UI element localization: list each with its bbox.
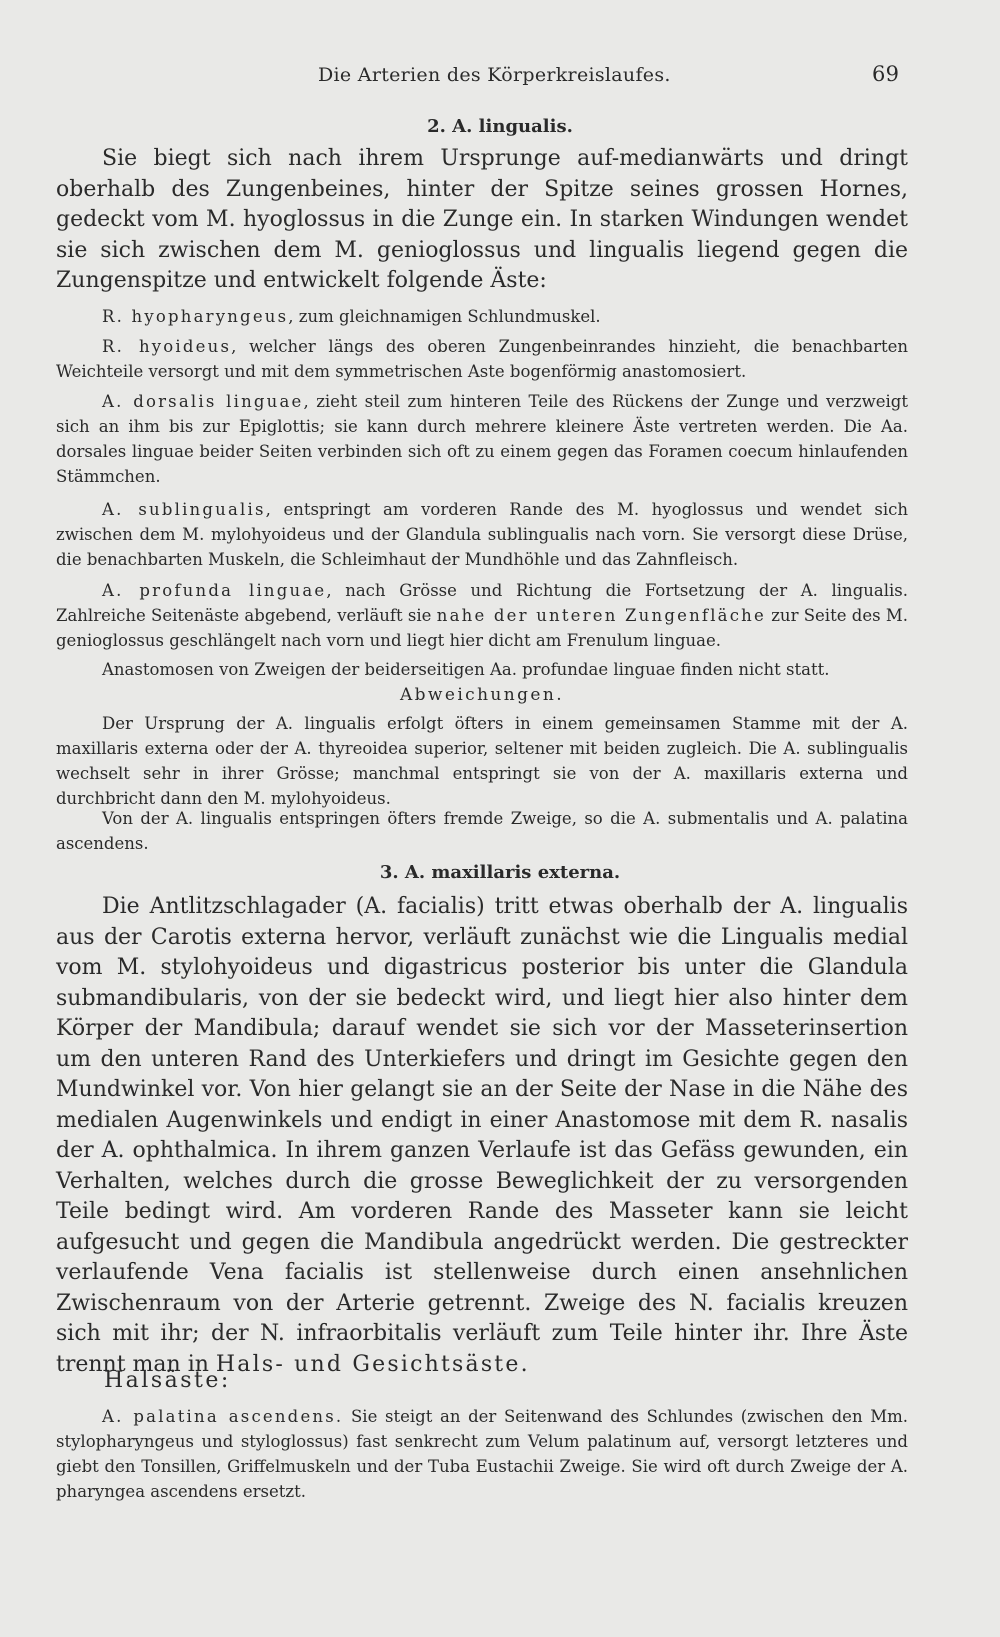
running-title: Die Arterien des Körperkreislaufes. — [318, 64, 671, 86]
branch-text: , zum gleichnamigen Schlundmuskel. — [288, 307, 601, 326]
palatina-ascendens-paragraph — [56, 1404, 908, 1504]
page-number: 69 — [872, 62, 900, 86]
abweichungen-paragraph-1: Der Ursprung der A. lingualis erfolgt öfters in einem gemeinsamen Stamme mit der A. maxillaris externa oder der A. thyreoidea superior, seltener mit beiden zugleich. Die A. sublingualis wechselt sehr in ihrer Grösse; manchmal entspringt sie von der A. maxillaris externa und durchbricht dann den M. mylohyoideus. — [56, 714, 908, 808]
lingualis-intro-paragraph: Sie biegt sich nach ihrem Ursprunge auf-medianwärts und dringt oberhalb des Zungenbeines, hinter der Spitze seines grossen Hornes, gedeckt vom M. hyoglossus in die Zunge ein. In starken Windungen wendet sie sich zwischen dem M. genioglossus und lingualis liegend gegen die Zungenspitze und entwickelt folgende Äste: — [56, 146, 908, 293]
branch-text: , zieht steil zum hinteren Teile des Rückens der Zunge und verzweigt sich an ihm bis zur Epiglottis; sie kann durch mehrere kleinere Äste vertreten werden. Die Aa. dorsales linguae beider Seiten verbinden sich oft zu einem gegen das Foramen coecum hinlaufenden Stämmchen. — [56, 392, 908, 486]
spaced-emphasis: nahe der unteren Zungenfläche — [436, 606, 766, 625]
abweichungen-heading: Abweichungen. — [399, 685, 565, 705]
section-heading-maxillaris-externa: 3. A. maxillaris externa. — [379, 862, 621, 883]
branch-text: , entspringt am vorderen Rande des M. hyoglossus und wendet sich zwischen dem M. mylohyoideus und der Glandula sublingualis nach vorn. Sie versorgt diese Drüse, die benachbarten Muskeln, die Schleimhaut der Mundhöhle und das Zahnfleisch. — [56, 500, 908, 569]
branch-name: A. sublingualis — [102, 500, 266, 519]
spaced-emphasis: Hals- und Gesichtsäste. — [215, 1351, 530, 1377]
paragraph-text: Die Antlitzschlagader (A. facialis) tritt etwas oberhalb der A. lingualis aus der Carotis externa hervor, verläuft zunächst wie die Lingualis medial vom M. stylohyoideus und digastricus posterior bis unter die Glandula submandibularis, von der sie bedeckt wird, und liegt hier also hinter dem Körper der Mandibula; darauf wendet sie sich vor der Masseterinsertion um den unteren Rand des Unterkiefers und dringt im Gesichte gegen den Mundwinkel vor. Von hier gelangt sie an der Seite der Nase in die Nähe des medialen Augenwinkels und endigt in einer Anastomose mit dem R. nasalis der A. ophthalmica. In ihrem ganzen Verlaufe ist das Gefäss gewunden, ein Verhalten, welches durch die grosse Beweglichkeit der zu versorgenden Teile bedingt wird. Am vorderen Rande des Masseter kann sie leicht aufgesucht und gegen die Mandibula angedrückt werden. Die gestreckter verlaufende Vena facialis ist stellenweise durch einen ansehnlichen Zwischenraum von der Arterie getrennt. Zweige des N. facialis kreuzen sich mit ihr; der N. infraorbitalis verläuft zum Teile hinter ihr. Ihre Äste trennt man in — [56, 894, 908, 1377]
branch-paragraph-sublingualis — [56, 497, 908, 572]
branch-name: R. hyoideus — [102, 337, 232, 356]
abweichungen-paragraph-2: Von der A. lingualis entspringen öfters fremde Zweige, so die A. submentalis und A. palatina ascendens. — [56, 809, 908, 853]
branch-name: A. profunda linguae — [102, 581, 327, 600]
branch-paragraph-dorsalis-linguae — [56, 389, 908, 489]
maxillaris-externa-paragraph — [56, 892, 908, 1380]
section-heading-lingualis: 2. A. lingualis. — [427, 116, 573, 137]
branch-name: A. palatina ascendens. — [102, 1407, 344, 1426]
halsaeste-heading: Halsäste: — [104, 1368, 231, 1393]
branch-paragraph-hyoideus — [56, 334, 908, 384]
branch-name: A. dorsalis linguae — [102, 392, 304, 411]
branch-paragraph-profunda-linguae — [56, 578, 908, 653]
branch-text: , welcher längs des oberen Zungenbeinrandes hinzieht, die benachbarten Weichteile versorgt und mit dem symmetrischen Aste bogenförmig anastomosiert. — [56, 337, 908, 381]
branch-text: , nach Grösse und Richtung die Fortsetzung der A. lingualis. Zahlreiche Seitenäste abgebend, verläuft sie — [56, 581, 908, 625]
branch-text: Sie steigt an der Seitenwand des Schlundes (zwischen den Mm. stylopharyngeus und styloglossus) fast senkrecht zum Velum palatinum auf, versorgt letzteres und giebt den Tonsillen, Griffelmuskeln und der Tuba Eustachii Zweige. Sie wird oft durch Zweige der A. pharyngea ascendens ersetzt. — [56, 1407, 909, 1501]
branch-name: R. hyopharyngeus — [102, 307, 289, 326]
page-header — [0, 62, 1000, 92]
branch-paragraph-hyopharyngeus — [56, 304, 908, 329]
branch-text-continued: zur Seite des M. genioglossus geschlängelt nach vorn und liegt hier dicht am Frenulum linguae. — [56, 606, 908, 650]
anastomosen-paragraph: Anastomosen von Zweigen der beiderseitigen Aa. profundae linguae finden nicht statt. — [102, 660, 830, 679]
